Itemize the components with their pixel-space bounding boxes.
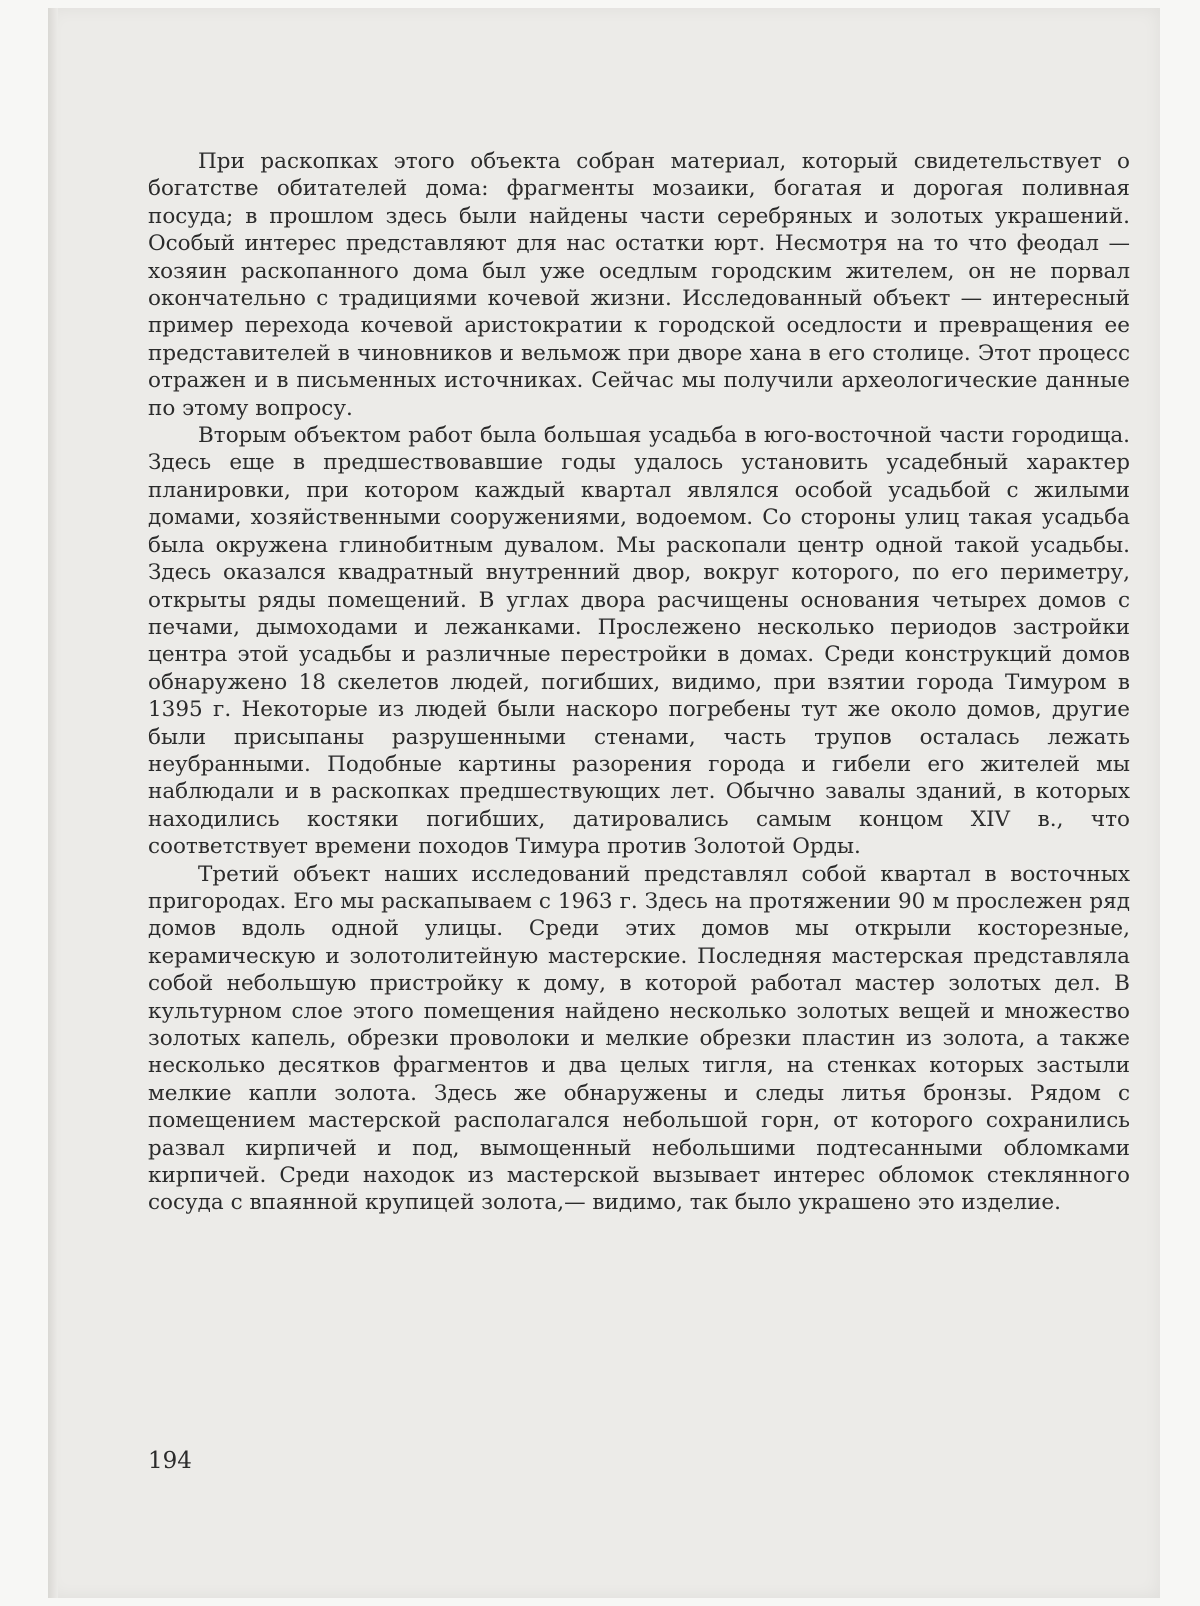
paragraph-2: Вторым объектом работ была большая усадьба в юго-восточной части городища. Здесь еще в предшествовавшие годы удалось установить усадебный характер планировки, при котором каждый квартал являлся особой усадьбой с жилыми домами, хозяйственными сооружениями, водоемом. Со стороны улиц такая усадьба была окружена глинобитным дувалом. Мы раскопали центр одной такой усадьбы. Здесь оказался квадратный внутренний двор, вокруг которого, по его периметру, открыты ряды помещений. В углах двора расчищены основания четырех домов с печами, дымоходами и лежанками. Прослежено несколько периодов застройки центра этой усадьбы и различные перестройки в домах. Среди конструкций домов обнаружено 18 скелетов людей, погибших, видимо, при взятии города Тимуром в 1395 г. Некоторые из людей были наскоро погребены тут же около домов, другие были присыпаны разрушенными стенами, часть трупов осталась лежать неубранными. Подобные картины разорения города и гибели его жителей мы наблюдали и в раскопках предшествующих лет. Обычно завалы зданий, в которых находились костяки погибших, датировались самым концом XIV в., что соответствует времени походов Тимура против Золотой Орды. bbox=[148, 423, 1130, 860]
body-text bbox=[148, 148, 1130, 1217]
paragraph-3: Третий объект наших исследований представлял собой квартал в восточных пригородах. Его мы раскапываем с 1963 г. Здесь на протяжении 90 м прослежен ряд домов вдоль одной улицы. Среди этих домов мы открыли косторезные, керамическую и золотолитейную мастерские. Последняя мастерская представляла собой небольшую пристройку к дому, в которой работал мастер золотых дел. В культурном слое этого помещения найдено несколько золотых вещей и множество золотых капель, обрезки проволоки и мелкие обрезки пластин из золота, а также несколько десятков фрагментов и два целых тигля, на стенках которых застыли мелкие капли золота. Здесь же обнаружены и следы литья бронзы. Рядом с помещением мастерской располагался небольшой горн, от которого сохранились развал кирпичей и под, вымощенный небольшими подтесанными обломками кирпичей. Среди находок из мастерской вызывает интерес обломок стеклянного сосуда с впаянной крупицей золота,— видимо, так было украшено это изделие. bbox=[148, 861, 1130, 1216]
page-binding-edge bbox=[48, 8, 58, 1598]
page-number: 194 bbox=[148, 1448, 192, 1474]
paragraph-1: При раскопках этого объекта собран материал, который свидетельствует о богатстве обитателей дома: фрагменты мозаики, богатая и дорогая поливная посуда; в прошлом здесь были найдены части серебряных и золотых украшений. Особый интерес представляют для нас остатки юрт. Несмотря на то что феодал — хозяин раскопанного дома был уже оседлым городским жителем, он не порвал окончательно с традициями кочевой жизни. Исследованный объект — интересный пример перехода кочевой аристократии к городской оседлости и превращения ее представителей в чиновников и вельмож при дворе хана в его столице. Этот процесс отражен и в письменных источниках. Сейчас мы получили археологические данные по этому вопросу. bbox=[148, 149, 1130, 421]
